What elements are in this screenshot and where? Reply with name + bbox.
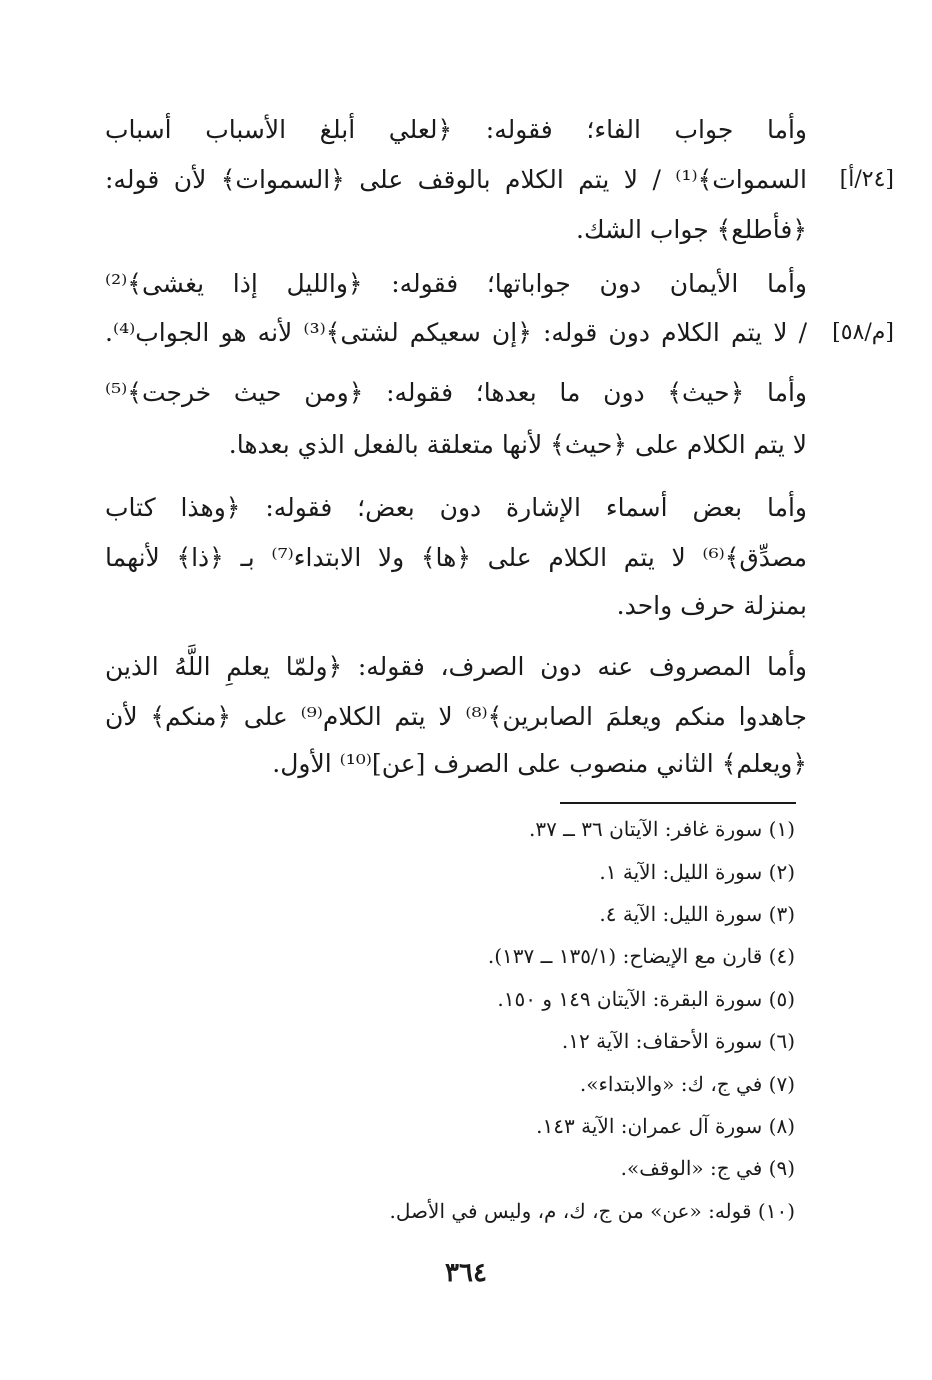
paragraph-4-line-1: وأما بعض أسماء الإشارة دون بعض؛ فقوله: ﴿وهذا كتاب <box>105 493 807 522</box>
paragraph-4-line-2: مصدِّق﴾⁽⁶⁾ لا يتم الكلام على ﴿ها﴾ ولا الابتداء⁽⁷⁾ بـ ﴿ذا﴾ لأنهما <box>105 543 807 572</box>
footnote-3: (٣) سورة الليل: الآية ٤. <box>599 902 795 926</box>
paragraph-5-line-2: جاهدوا منكم ويعلمَ الصابرين﴾⁽⁸⁾ لا يتم الكلام⁽⁹⁾ على ﴿منكم﴾ لأن <box>105 702 807 731</box>
footnote-7: (٧) في ج، ك: «والابتداء». <box>579 1072 795 1096</box>
page-number: ٣٦٤ <box>445 1258 487 1288</box>
paragraph-1-line-3: ﴿فأطلع﴾ جواب الشك. <box>576 215 807 244</box>
paragraph-5-line-1: وأما المصروف عنه دون الصرف، فقوله: ﴿ولمّا يعلمِ اللَّهُ الذين <box>105 652 807 681</box>
paragraph-1-line-1: وأما جواب الفاء؛ فقوله: ﴿لعلي أبلغ الأسباب أسباب <box>105 115 807 144</box>
footnote-6: (٦) سورة الأحقاف: الآية ١٢. <box>561 1029 795 1053</box>
footnote-10: (١٠) قوله: «عن» من ج، ك، م، وليس في الأصل. <box>389 1199 795 1223</box>
paragraph-3-line-1: وأما ﴿حيث﴾ دون ما بعدها؛ فقوله: ﴿ومن حيث خرجت﴾⁽⁵⁾ <box>105 378 807 407</box>
paragraph-5-line-3: ﴿ويعلم﴾ الثاني منصوب على الصرف [عن]⁽¹⁰⁾ الأول. <box>272 749 807 778</box>
footnote-4: (٤) قارن مع الإيضاح: (١٣٥/١ ــ ١٣٧). <box>487 944 795 968</box>
margin-reference-m-58: [م/٥٨] <box>832 320 894 345</box>
paragraph-1-line-2: السموات﴾⁽¹⁾ / لا يتم الكلام بالوقف على ﴿السموات﴾ لأن قوله: <box>105 165 807 194</box>
footnote-1: (١) سورة غافر: الآيتان ٣٦ ــ ٣٧. <box>528 817 795 841</box>
paragraph-3-line-2: لا يتم الكلام على ﴿حيث﴾ لأنها متعلقة بالفعل الذي بعدها. <box>228 430 807 459</box>
paragraph-4-line-3: بمنزلة حرف واحد. <box>616 591 807 620</box>
footnote-2: (٢) سورة الليل: الآية ١. <box>599 860 795 884</box>
footnote-5: (٥) سورة البقرة: الآيتان ١٤٩ و ١٥٠. <box>497 987 795 1011</box>
footnote-separator <box>560 802 796 804</box>
margin-reference-folio-24a: [٢٤/أ] <box>839 167 894 192</box>
paragraph-2-line-2: / لا يتم الكلام دون قوله: ﴿إن سعيكم لشتى﴾⁽³⁾ لأنه هو الجواب⁽⁴⁾. <box>105 318 807 347</box>
footnote-9: (٩) في ج: «الوقف». <box>620 1156 795 1180</box>
paragraph-2-line-1: وأما الأيمان دون جواباتها؛ فقوله: ﴿والليل إذا يغشى﴾⁽²⁾ <box>105 269 807 298</box>
footnote-8: (٨) سورة آل عمران: الآية ١٤٣. <box>536 1114 795 1138</box>
